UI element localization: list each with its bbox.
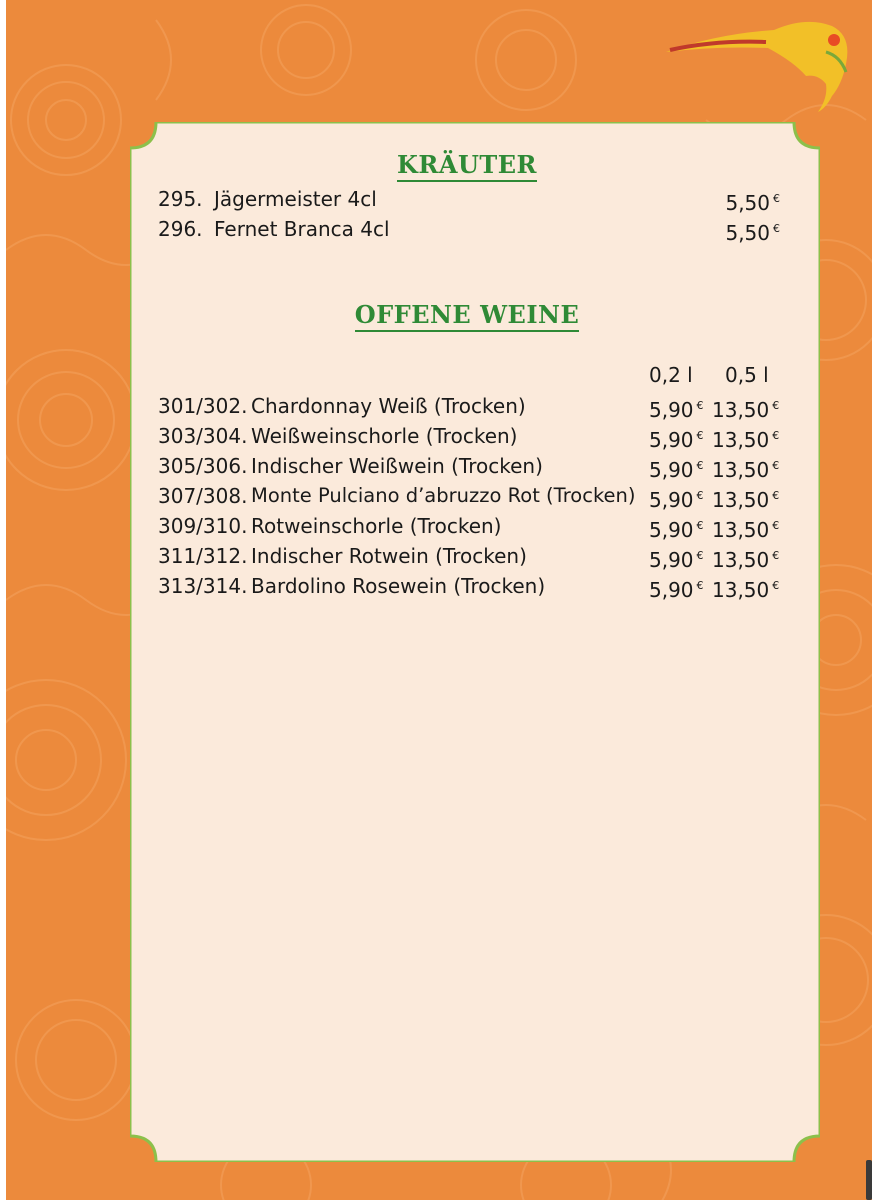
menu-card: [130, 122, 820, 1162]
menu-item: 311/312. Indischer Rotwein (Trocken) 5,90 € 13,50 €: [158, 544, 780, 572]
menu-item: 307/308. Monte Pulciano d’abruzzo Rot (Trocken) 5,90 € 13,50 €: [158, 484, 780, 512]
menu-item: 313/314. Bardolino Rosewein (Trocken) 5,90 € 13,50 €: [158, 574, 780, 602]
menu-item: 295. Jägermeister 4cl 5,50 €: [158, 187, 780, 215]
menu-item: 303/304. Weißweinschorle (Trocken) 5,90 € 13,50 €: [158, 424, 780, 452]
section-title-offene-weine: OFFENE WEINE: [151, 300, 783, 329]
menu-item: 305/306. Indischer Weißwein (Trocken) 5,90 € 13,50 €: [158, 454, 780, 482]
menu-item: 301/302. Chardonnay Weiß (Trocken) 5,90 € 13,50 €: [158, 394, 780, 422]
column-header-05l: 0,5 l: [725, 363, 769, 387]
menu-item: 309/310. Rotweinschorle (Trocken) 5,90 € 13,50 €: [158, 514, 780, 542]
column-header-02l: 0,2 l: [649, 363, 693, 387]
elephant-logo-icon: [656, 12, 866, 122]
menu-item: 296. Fernet Branca 4cl 5,50 €: [158, 217, 780, 245]
section-title-krauter: KRÄUTER: [151, 150, 783, 179]
scrollbar-thumb[interactable]: [866, 1160, 872, 1200]
